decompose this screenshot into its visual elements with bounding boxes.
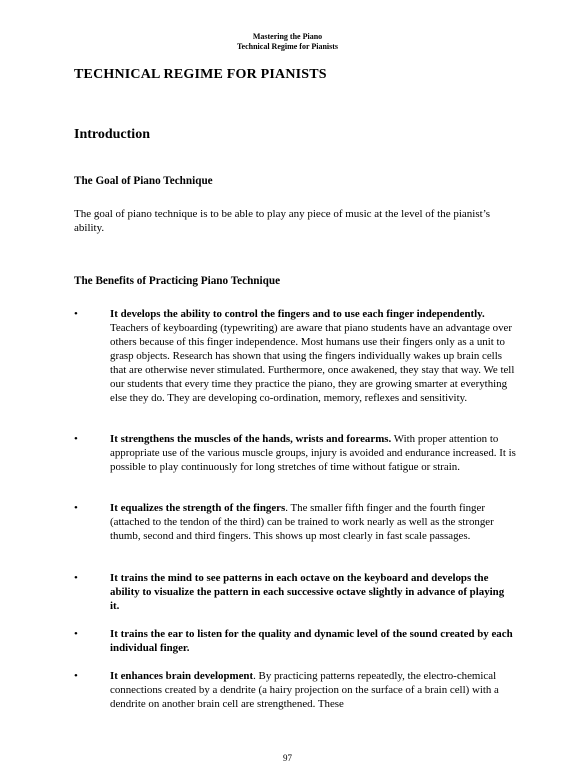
subheading-goal: The Goal of Piano Technique: [74, 175, 213, 187]
list-item-body: . By practicing patterns repeatedly, the electro-chemical connections created by a dendrite (a hairy projection on the surface of a brain cell) with a dendrite on another brain cell are strengthened. These: [110, 670, 499, 710]
list-item-lead: It equalizes the strength of the fingers: [110, 502, 286, 514]
bullet-icon: •: [74, 670, 78, 682]
subheading-benefits: The Benefits of Practicing Piano Technique: [74, 275, 281, 287]
list-item-lead: It enhances brain development: [110, 670, 254, 682]
list-item-lead: It trains the ear to listen for the quality and dynamic level of the sound created by each individual finger.: [110, 628, 513, 654]
bullet-icon: •: [74, 502, 78, 514]
bullet-icon: •: [74, 572, 78, 584]
page-title: TECHNICAL REGIME FOR PIANISTS: [74, 67, 327, 82]
list-item-body: . The smaller fifth finger and the fourth finger (attached to the tendon of the third) can be trained to work nearly as well as the stronger thumb, second and third fingers. This shows up most clearly in fast scale passages.: [110, 502, 494, 542]
list-item-lead: It develops the ability to control the fingers and to use each finger independently.: [110, 308, 485, 320]
page-number: 97: [283, 753, 292, 763]
list-item-lead: It trains the mind to see patterns in each octave on the keyboard and develops the ability to visualize the pattern in each successive octave slightly in advance of playing it.: [110, 572, 505, 612]
list-item-lead: It strengthens the muscles of the hands, wrists and forearms.: [110, 433, 392, 445]
goal-paragraph: The goal of piano technique is to be able to play any piece of music at the level of the pianist’s ability.: [74, 208, 491, 234]
running-header-book-title: Mastering the Piano: [252, 32, 323, 41]
bullet-icon: •: [74, 433, 78, 445]
list-item-body: Teachers of keyboarding (typewriting) are aware that piano students have an advantage over others because of this finger independence. Most humans use their fingers only as a unit to grasp objects. Research has shown that using the fingers individually wakes up brain cells that are otherwise never stimulated. Furthermore, once awakened, they stay that way. We tell our students that every time they practice the piano, they are growing smarter at everything else they do. They are developing co-ordination, memory, reflexes and sensitivity.: [110, 322, 515, 404]
bullet-icon: •: [74, 308, 78, 320]
section-heading-introduction: Introduction: [74, 127, 150, 142]
bullet-icon: •: [74, 628, 78, 640]
list-item-body: With proper attention to appropriate use of the various muscle groups, injury is avoided and endurance increased. It is possible to play continuously for long stretches of time without fatigue or strain.: [110, 433, 516, 473]
running-header-chapter-title: Technical Regime for Pianists: [236, 42, 339, 51]
